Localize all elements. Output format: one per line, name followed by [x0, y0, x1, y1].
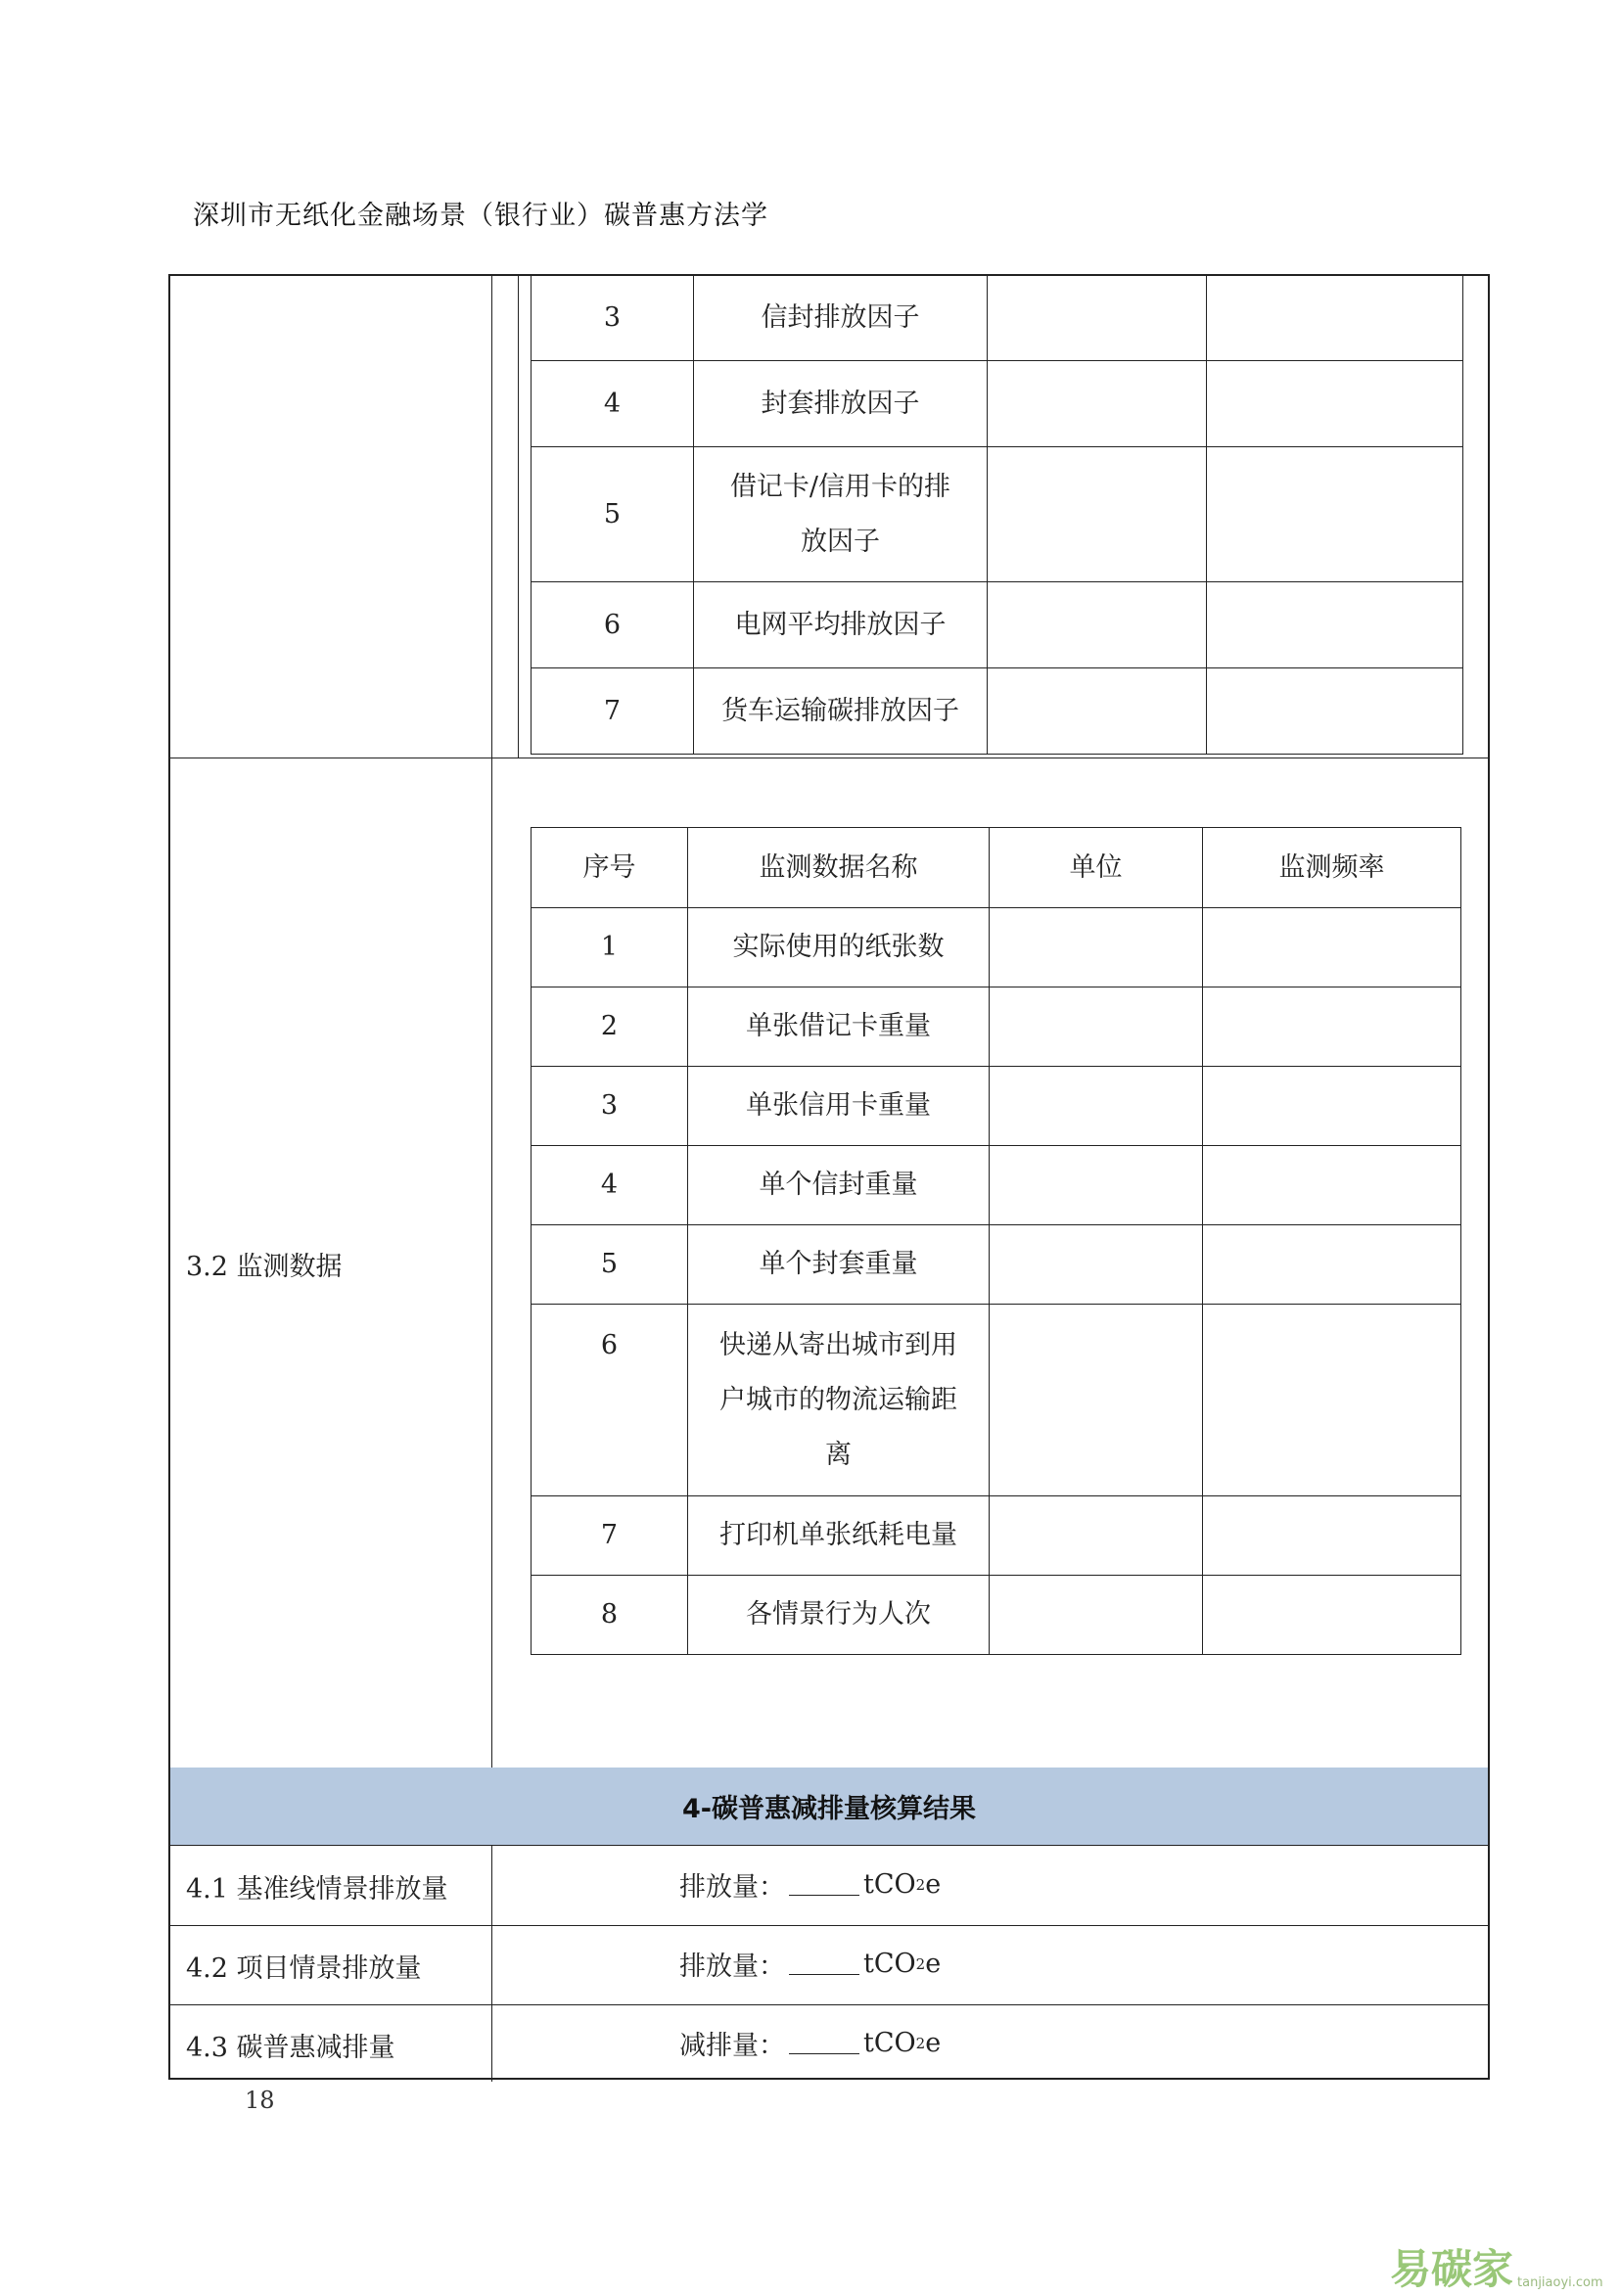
section-heading: 4-碳普惠减排量核算结果: [170, 1768, 1488, 1845]
result-unit-sub: 2: [915, 1875, 926, 1894]
column-header: 监测数据名称: [688, 828, 990, 908]
monitor-name: 单张借记卡重量: [688, 987, 990, 1067]
monitor-frequency-cell: [1203, 1146, 1461, 1225]
column-divider: [491, 1845, 492, 2082]
table-row: [532, 361, 1463, 447]
table-row: [532, 987, 1461, 1067]
result-unit-sub: 2: [915, 2034, 926, 2052]
table-row: [532, 1305, 1461, 1496]
monitor-name: 单个信封重量: [688, 1146, 990, 1225]
factor-value-cell: [1207, 582, 1463, 668]
result-unit-tail: e: [925, 2028, 942, 2058]
monitor-unit-cell: [990, 987, 1203, 1067]
table-row: [532, 1496, 1461, 1576]
result-unit: tCO: [863, 2028, 916, 2058]
result-label: 4.1 基准线情景排放量: [186, 1874, 448, 1905]
factor-no: 7: [532, 668, 694, 755]
table-header-row: [532, 828, 1461, 908]
factor-name: 货车运输碳排放因子: [694, 668, 988, 755]
result-unit-tail: e: [925, 1869, 942, 1900]
monitor-no: 5: [532, 1225, 688, 1305]
monitoring-table: [531, 827, 1461, 1655]
monitor-no: 6: [532, 1305, 688, 1496]
monitor-name: 单张信用卡重量: [688, 1067, 990, 1146]
result-prefix: 排放量：: [679, 1952, 785, 1982]
factor-value-cell: [1207, 361, 1463, 447]
factor-name: 封套排放因子: [694, 361, 988, 447]
result-value: [679, 1865, 941, 1904]
table-row: [532, 1576, 1461, 1655]
monitor-frequency-cell: [1203, 908, 1461, 987]
monitor-unit-cell: [990, 1067, 1203, 1146]
factor-no: 6: [532, 582, 694, 668]
factor-value-cell: [1207, 447, 1463, 582]
monitor-frequency-cell: [1203, 1225, 1461, 1305]
factor-name-line: 借记卡/信用卡的排: [729, 471, 951, 502]
monitor-frequency-cell: [1203, 987, 1461, 1067]
monitor-no: 2: [532, 987, 688, 1067]
factor-value-cell: [1207, 668, 1463, 755]
monitor-unit-cell: [990, 1305, 1203, 1496]
result-value: [679, 2024, 941, 2062]
factor-name: 电网平均排放因子: [694, 582, 988, 668]
table-row: [532, 275, 1463, 361]
table-row: [532, 582, 1463, 668]
result-unit-tail: e: [925, 1949, 942, 1979]
table-row: [532, 908, 1461, 987]
factor-unit-cell: [988, 447, 1207, 582]
result-label: 4.2 项目情景排放量: [186, 1953, 422, 1984]
column-header: 序号: [532, 828, 688, 908]
monitor-no: 3: [532, 1067, 688, 1146]
result-label: 4.3 碳普惠减排量: [186, 2033, 395, 2063]
monitor-name-line: 快递从寄出城市到用: [719, 1330, 957, 1360]
monitor-unit-cell: [990, 1225, 1203, 1305]
monitor-name: 单个封套重量: [688, 1225, 990, 1305]
table-row: [532, 1067, 1461, 1146]
row-divider: [170, 1925, 1488, 1926]
monitor-frequency-cell: [1203, 1576, 1461, 1655]
factor-name: 信封排放因子: [694, 275, 988, 361]
monitoring-label: 3.2 监测数据: [186, 1252, 343, 1282]
monitor-no: 1: [532, 908, 688, 987]
watermark-url: tanjiaoyi.com: [1517, 2275, 1603, 2290]
monitor-name: [688, 1305, 990, 1496]
watermark: [1390, 2237, 1603, 2296]
factor-name: [694, 447, 988, 582]
row-divider: [170, 1845, 1488, 1846]
monitor-unit-cell: [990, 1576, 1203, 1655]
factor-unit-cell: [988, 361, 1207, 447]
result-blank: [789, 2032, 859, 2054]
monitor-frequency-cell: [1203, 1305, 1461, 1496]
document-title: 深圳市无纸化金融场景（银行业）碳普惠方法学: [193, 201, 768, 231]
column-divider: [518, 276, 519, 758]
factor-unit-cell: [988, 582, 1207, 668]
column-divider: [491, 276, 492, 1768]
result-unit: tCO: [863, 1949, 916, 1979]
result-unit: tCO: [863, 1869, 916, 1900]
methodology-table: [168, 274, 1490, 2080]
factor-value-cell: [1207, 275, 1463, 361]
monitor-unit-cell: [990, 1146, 1203, 1225]
monitor-unit-cell: [990, 908, 1203, 987]
monitor-frequency-cell: [1203, 1067, 1461, 1146]
page-number: 18: [245, 2087, 275, 2114]
monitor-name: 实际使用的纸张数: [688, 908, 990, 987]
monitor-name-line: 户城市的物流运输距: [719, 1385, 957, 1415]
result-value: [679, 1945, 941, 1983]
monitor-no: 4: [532, 1146, 688, 1225]
column-header: 监测频率: [1203, 828, 1461, 908]
monitor-no: 7: [532, 1496, 688, 1576]
result-blank: [789, 1873, 859, 1896]
monitor-unit-cell: [990, 1496, 1203, 1576]
monitor-no: 8: [532, 1576, 688, 1655]
row-divider: [170, 2004, 1488, 2005]
result-unit-sub: 2: [915, 1954, 926, 1973]
column-header: 单位: [990, 828, 1203, 908]
table-row: [532, 1225, 1461, 1305]
result-prefix: 减排量：: [679, 2031, 785, 2061]
factor-name-line: 放因子: [801, 526, 880, 557]
result-prefix: 排放量：: [679, 1872, 785, 1903]
factor-unit-cell: [988, 668, 1207, 755]
table-row: [532, 668, 1463, 755]
factor-no: 5: [532, 447, 694, 582]
table-row: [532, 447, 1463, 582]
monitor-name: 打印机单张纸耗电量: [688, 1496, 990, 1576]
monitor-name-line: 离: [825, 1440, 852, 1470]
factor-unit-cell: [988, 275, 1207, 361]
monitor-frequency-cell: [1203, 1496, 1461, 1576]
watermark-logo: 易碳家: [1390, 2245, 1514, 2293]
monitor-name: 各情景行为人次: [688, 1576, 990, 1655]
factor-no: 3: [532, 275, 694, 361]
factor-no: 4: [532, 361, 694, 447]
emission-factor-table: [531, 274, 1463, 755]
table-row: [532, 1146, 1461, 1225]
result-blank: [789, 1952, 859, 1975]
